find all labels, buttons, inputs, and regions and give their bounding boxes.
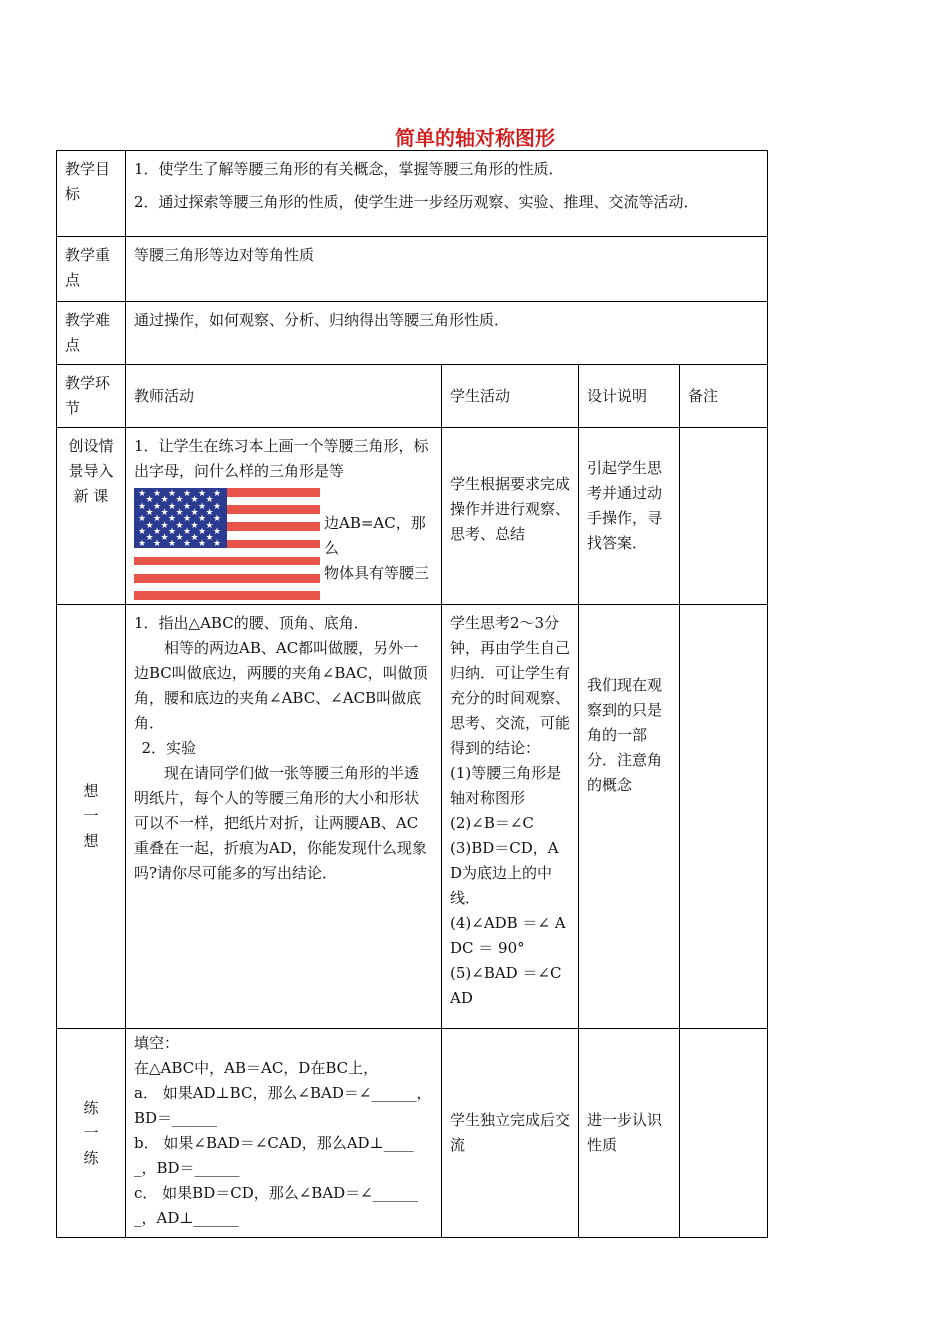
difficulty-row [57,302,768,365]
flag-star: ★ [183,526,192,537]
header-teacher: 教师活动 [126,365,442,428]
flag-star: ★ [175,533,184,544]
practice-design: 进一步认识性质 [579,1029,680,1238]
intro-design [579,428,680,605]
flag-star: ★ [183,514,192,525]
flag-stripe [134,591,320,600]
flag-stripe [134,548,320,557]
practice-notes [680,1029,768,1238]
flag-stripe [134,583,320,592]
intro-teacher [126,428,442,605]
flag-star: ★ [190,520,199,531]
flag-star: ★ [153,489,162,499]
flag-star: ★ [205,495,214,506]
difficulty-label: 教学难点 [57,302,126,365]
flag-area [134,484,433,604]
flag-star: ★ [160,520,169,531]
flag-star: ★ [205,520,214,531]
think-student-2: (1)等腰三角形是轴对称图形 [450,764,562,807]
flag-star: ★ [213,539,222,550]
flag-star: ★ [183,539,192,550]
goal-content [126,151,768,237]
flag-star: ★ [160,507,169,518]
flag-star: ★ [138,489,147,499]
think-teacher [126,605,442,1029]
intro-design-text: 引起学生思考并通过动手操作，寻找答案． [587,459,663,552]
flag-star: ★ [183,501,192,512]
flag-star: ★ [175,507,184,518]
flag-star: ★ [213,489,222,499]
flag-star: ★ [168,514,177,525]
flag-star: ★ [138,539,147,550]
lesson-table [56,150,768,1238]
flag-star: ★ [145,495,154,506]
practice-teacher-5: c． 如果BD＝CD，那么∠BAD＝∠_______，AD⊥______ [134,1184,418,1227]
flag-stripe [134,557,320,566]
practice-label [57,1029,126,1238]
flag-star: ★ [183,489,192,499]
flag-star: ★ [213,526,222,537]
flag-star: ★ [175,495,184,506]
intro-student-text: 学生根据要求完成操作并进行观察、思考、总结 [450,475,571,543]
key-row [57,237,768,302]
header-stage: 教学环节 [57,365,126,428]
practice-teacher [126,1029,442,1238]
flag-star: ★ [145,520,154,531]
header-student: 学生活动 [442,365,579,428]
intro-row [57,428,768,605]
intro-flag-text-2: 物体具有等腰三 [324,564,430,582]
intro-student [442,428,579,605]
think-student [442,605,579,1029]
key-label: 教学重点 [57,237,126,302]
think-student-1: 学生思考2～3分钟，再由学生自己归纳．可让学生有充分的时间观察、思考、交流，可能得到的结论： [450,614,571,757]
think-notes [680,605,768,1029]
flag-star: ★ [175,520,184,531]
flag-star: ★ [198,514,207,525]
goal-row [57,151,768,237]
think-teacher-3: 2．实验 [141,739,197,757]
flag-star: ★ [138,526,147,537]
think-teacher-4: 现在请同学们做一张等腰三角形的半透明纸片，每个人的等腰三角形的大小和形状可以不一样，把纸片对折，让两腰AB、AC重叠在一起，折痕为AD，你能发现什么现象吗?请你尽可能多的写出结论． [134,764,427,882]
think-design-text: 我们现在观察到的只是角的一部分．注意角的概念 [587,676,663,794]
goal-label: 教学目标 [57,151,126,237]
page-title: 简单的轴对称图形 [395,126,555,150]
flag-star: ★ [168,489,177,499]
flag-star: ★ [138,514,147,525]
practice-row [57,1029,768,1238]
intro-teacher-line: 1．让学生在练习本上画一个等腰三角形，标出字母，问什么样的三角形是等 [134,437,429,480]
flag-star: ★ [145,533,154,544]
flag-star: ★ [153,501,162,512]
flag-star: ★ [198,489,207,499]
practice-teacher-1: 填空： [134,1034,180,1052]
flag-star: ★ [190,507,199,518]
flag-star: ★ [145,507,154,518]
practice-teacher-2: 在△ABC中，AB＝AC，D在BC上， [134,1059,379,1077]
flag-star: ★ [213,514,222,525]
flag-star: ★ [198,501,207,512]
think-row [57,605,768,1029]
practice-teacher-4: b． 如果∠BAD＝∠CAD，那么AD⊥_____，BD＝______ [134,1134,414,1177]
think-student-5: (4)∠ADB ＝∠ ADC ＝ 90° [450,914,566,957]
intro-notes [680,428,768,605]
flag-star: ★ [153,514,162,525]
flag-canton [134,488,227,548]
flag-stripe [134,565,320,574]
key-content: 等腰三角形等边对等角性质 [126,237,768,302]
header-notes: 备注 [680,365,768,428]
think-design [579,605,680,1029]
flag-star: ★ [168,539,177,550]
flag-star: ★ [168,526,177,537]
header-design: 设计说明 [579,365,680,428]
flag-star: ★ [198,539,207,550]
flag-star: ★ [213,501,222,512]
think-student-4: (3)BD＝CD，AD为底边上的中线． [450,839,559,907]
flag-star: ★ [205,533,214,544]
flag-star: ★ [190,495,199,506]
intro-flag-text-1: 边AB=AC，那么 [324,514,426,557]
us-flag-image [134,488,320,600]
flag-star: ★ [205,507,214,518]
think-label-text: 想一想 [83,782,99,850]
flag-star: ★ [160,533,169,544]
practice-label-text: 练一练 [83,1098,99,1167]
flag-star: ★ [168,501,177,512]
goal-item-1: 1．使学生了解等腰三角形的有关概念，掌握等腰三角形的性质． [134,160,564,178]
goal-item-2: 2．通过探索等腰三角形的性质，使学生进一步经历观察、实验、推理、交流等活动． [134,193,699,211]
flag-star: ★ [198,526,207,537]
intro-label: 创设情景导入新 课 [57,428,126,605]
flag-star: ★ [138,501,147,512]
flag-star: ★ [153,539,162,550]
flag-star: ★ [160,495,169,506]
think-student-3: (2)∠B＝∠C [450,814,534,832]
think-teacher-1: 1．指出△ABC的腰、顶角、底角． [134,614,369,632]
flag-star: ★ [190,533,199,544]
flag-stripe [134,574,320,583]
think-teacher-2: 相等的两边AB、AC都叫做腰，另外一边BC叫做底边，两腰的夹角∠BAC，叫做顶角，腰和底边的夹角∠ABC、∠ACB叫做底角． [134,639,428,732]
flag-star: ★ [153,526,162,537]
practice-student: 学生独立完成后交流 [442,1029,579,1238]
header-row [57,365,768,428]
difficulty-content: 通过操作，如何观察、分析、归纳得出等腰三角形性质． [126,302,768,365]
think-label [57,605,126,1029]
think-student-6: (5)∠BAD ＝∠CAD [450,964,562,1007]
practice-teacher-3: a． 如果AD⊥BC，那么∠BAD＝∠______，BD＝______ [134,1084,432,1127]
